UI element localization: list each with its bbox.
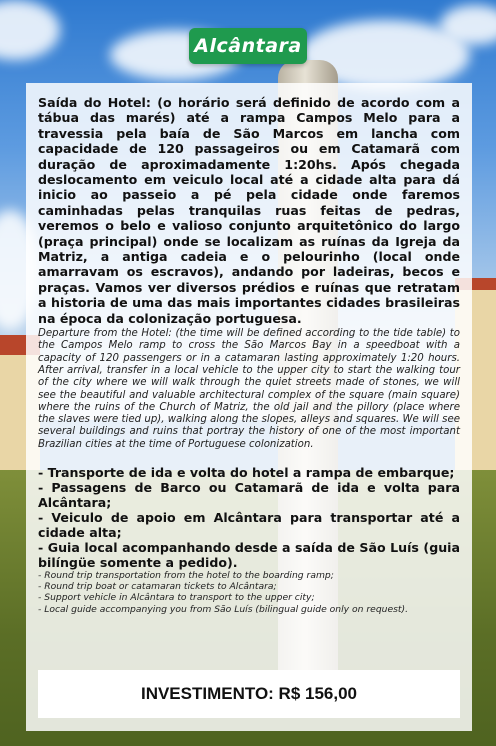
included-list-english — [38, 570, 460, 615]
list-item: - Guia local acompanhando desde a saída de São Luís (guia bilíngüe somente a pedido). — [38, 540, 460, 571]
list-item: - Round trip boat or catamaran tickets to Alcântara; — [38, 581, 277, 593]
price-banner: INVESTIMENTO: R$ 156,00 — [38, 670, 460, 718]
list-item: - Local guide accompanying you from São Luís (bilingual guide only on request). — [38, 603, 409, 615]
description-english: Departure from the Hotel: (the time will be defined according to the tide table) to the Campos Melo ramp to cross the São Marcos Bay in a speedboat with a capacity of 120 passengers or in a catamaran lasting approximately 1:20 hours. After arrival, transfer in a local vehicle to the upper city to start the walking tour of the city where we will walk through the quiet streets made of stones, we will see the beautiful and valuable architectural complex of the square (main square) where the ruins of the Church of Matriz, the old jail and the pillory (place where the slaves were tied up), walking along the slopes, alleys and squares. We will see several buildings and ruins that portray the history of one of the most important Brazilian cities at the time of Portuguese colonization. — [38, 328, 460, 450]
list-item: - Support vehicle in Alcântara to transport to the upper city; — [38, 592, 315, 604]
list-item: - Round trip transportation from the hotel to the boarding ramp; — [38, 570, 334, 582]
description-portuguese: Saída do Hotel: (o horário será definido de acordo com a tábua das marés) até a rampa Campos Melo para a travessia pela baía de São Marcos em lancha com capacidade de 120 passageiros ou em Catamarã com duração de aproximadamente 1:20hs. Após chegada deslocamento em veiculo local até a cidade alta para dá inicio ao passeio a pé pela cidade onde faremos caminhadas pelas tranquilas ruas feitas de pedras, veremos o belo e valioso conjunto arquitetônico do largo (praça principal) onde se localizam as ruínas da Igreja da Matriz, a antiga cadeia e o pelourinho (local onde amarravam os escravos), andando por ladeiras, becos e praças. Vamos ver diversos prédios e ruínas que retratam a historia de uma das mais importantes cidades brasileiras na época da colonização portuguesa. — [38, 95, 460, 326]
included-list-portuguese — [38, 465, 460, 570]
list-item: - Transporte de ida e volta do hotel a rampa de embarque; — [38, 465, 455, 481]
list-item: - Veiculo de apoio em Alcântara para transportar até a cidade alta; — [38, 510, 460, 541]
page-title: Alcântara — [189, 28, 307, 64]
tour-description-card — [26, 83, 472, 731]
list-item: - Passagens de Barco ou Catamarã de ida e volta para Alcântara; — [38, 480, 460, 511]
